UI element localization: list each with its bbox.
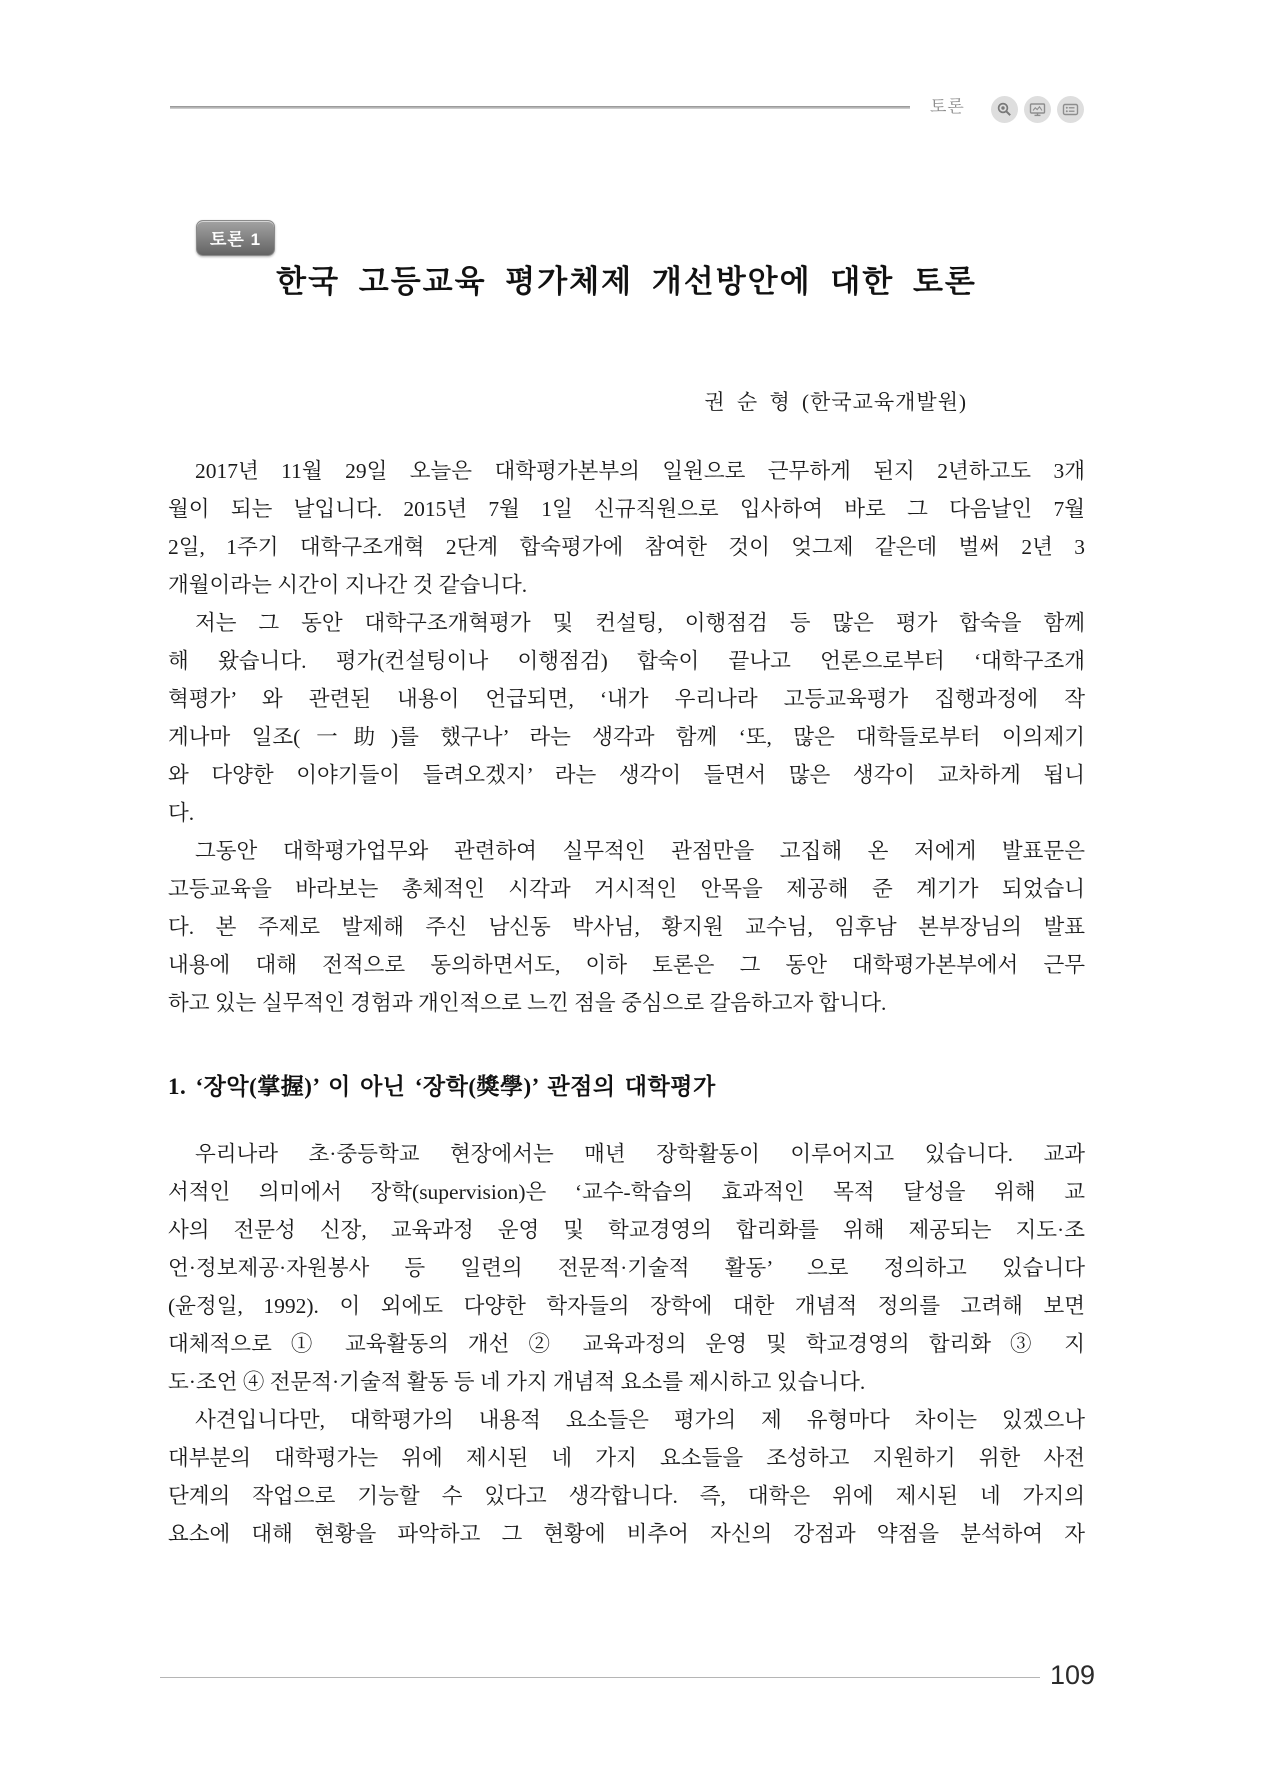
paragraph: [168, 1401, 1085, 1553]
text-line: (윤정일, 1992). 이 외에도 다양한 학자들의 장학에 대한 개념적 정의를 고려해 보면: [168, 1294, 1085, 1318]
text-line: 월이 되는 날입니다. 2015년 7월 1일 신규직원으로 입사하여 바로 그 다음날인 7월: [168, 497, 1085, 521]
magnifier-glyph: [996, 101, 1013, 118]
text-line: 사견입니다만, 대학평가의 내용적 요소들은 평가의 제 유형마다 차이는 있겠으나: [195, 1408, 1085, 1432]
text-line: 대체적으로 ① 교육활동의 개선 ② 교육과정의 운영 및 학교경영의 합리화 ③ 지: [168, 1332, 1085, 1356]
text-line: 언·정보제공·자원봉사 등 일련의 전문적·기술적 활동’ 으로 정의하고 있습니다: [168, 1256, 1085, 1280]
paragraph: [168, 452, 1085, 604]
screen-icon[interactable]: [1024, 96, 1051, 123]
text-line: 요소에 대해 현황을 파악하고 그 현황에 비추어 자신의 강점과 약점을 분석하여 자: [168, 1522, 1085, 1546]
text-line: 2017년 11월 29일 오늘은 대학평가본부의 일원으로 근무하게 된지 2년하고도 3개: [195, 459, 1085, 483]
section-heading: 1. ‘장악(掌握)’ 이 아닌 ‘장학(獎學)’ 관점의 대학평가: [168, 1074, 716, 1099]
list-glyph: [1062, 101, 1079, 118]
text-line: 하고 있는 실무적인 경험과 개인적으로 느낀 점을 중심으로 갈음하고자 합니다.: [168, 991, 887, 1015]
text-line: 대부분의 대학평가는 위에 제시된 네 가지 요소들을 조성하고 지원하기 위한 사전: [168, 1446, 1085, 1470]
paragraph: [168, 832, 1085, 1022]
header-divider: [170, 106, 910, 109]
header-section-label: 토론: [930, 97, 965, 116]
text-line: 개월이라는 시간이 지나간 것 같습니다.: [168, 573, 528, 597]
body-text: [168, 452, 1085, 1553]
header-icon-group: [991, 96, 1084, 123]
text-line: 내용에 대해 전적으로 동의하면서도, 이하 토론은 그 동안 대학평가본부에서 근무: [168, 953, 1085, 977]
text-line: 그동안 대학평가업무와 관련하여 실무적인 관점만을 고집해 온 저에게 발표문은: [195, 839, 1085, 863]
list-icon[interactable]: [1057, 96, 1084, 123]
text-line: 다.: [168, 801, 195, 825]
paragraph: [168, 604, 1085, 832]
screen-glyph: [1029, 101, 1046, 118]
text-line: 서적인 의미에서 장학(supervision)은 ‘교수-학습의 효과적인 목적 달성을 위해 교: [168, 1180, 1085, 1204]
text-line: 사의 전문성 신장, 교육과정 운영 및 학교경영의 합리화를 위해 제공되는 지도·조: [168, 1218, 1085, 1242]
text-line: 도·조언 ④ 전문적·기술적 활동 등 네 가지 개념적 요소를 제시하고 있습니다.: [168, 1370, 866, 1394]
text-line: 와 다양한 이야기들이 들려오겠지’ 라는 생각이 들면서 많은 생각이 교차하게 됩니: [168, 763, 1085, 787]
text-line: 우리나라 초·중등학교 현장에서는 매년 장학활동이 이루어지고 있습니다. 교과: [195, 1142, 1085, 1166]
text-line: 저는 그 동안 대학구조개혁평가 및 컨설팅, 이행점검 등 많은 평가 합숙을 함께: [195, 611, 1085, 635]
magnifier-icon[interactable]: [991, 96, 1018, 123]
text-line: 다. 본 주제로 발제해 주신 남신동 박사님, 황지원 교수님, 임후남 본부장님의 발표: [168, 915, 1085, 939]
text-line: 혁평가’ 와 관련된 내용이 언급되면, ‘내가 우리나라 고등교육평가 집행과정에 작: [168, 687, 1085, 711]
text-line: 단계의 작업으로 기능할 수 있다고 생각합니다. 즉, 대학은 위에 제시된 네 가지의: [168, 1484, 1085, 1508]
text-line: 2일, 1주기 대학구조개혁 2단계 합숙평가에 참여한 것이 엊그제 같은데 벌써 2년 3: [168, 535, 1085, 559]
discussion-number-badge: 토론 1: [196, 220, 275, 256]
text-line: 고등교육을 바라보는 총체적인 시각과 거시적인 안목을 제공해 준 계기가 되었습니: [168, 877, 1085, 901]
page-number: 109: [1050, 1660, 1096, 1690]
paragraph: [168, 1135, 1085, 1401]
text-line: 해 왔습니다. 평가(컨설팅이나 이행점검) 합숙이 끝나고 언론으로부터 ‘대학구조개: [168, 649, 1085, 673]
page-title: 한국 고등교육 평가체제 개선방안에 대한 토론: [276, 264, 977, 299]
footer-divider: [160, 1677, 1040, 1678]
text-line: 게나마 일조(一助)를 했구나’ 라는 생각과 함께 ‘또, 많은 대학들로부터 이의제기: [168, 725, 1085, 749]
author-line: 권 순 형 (한국교육개발원): [704, 390, 967, 414]
